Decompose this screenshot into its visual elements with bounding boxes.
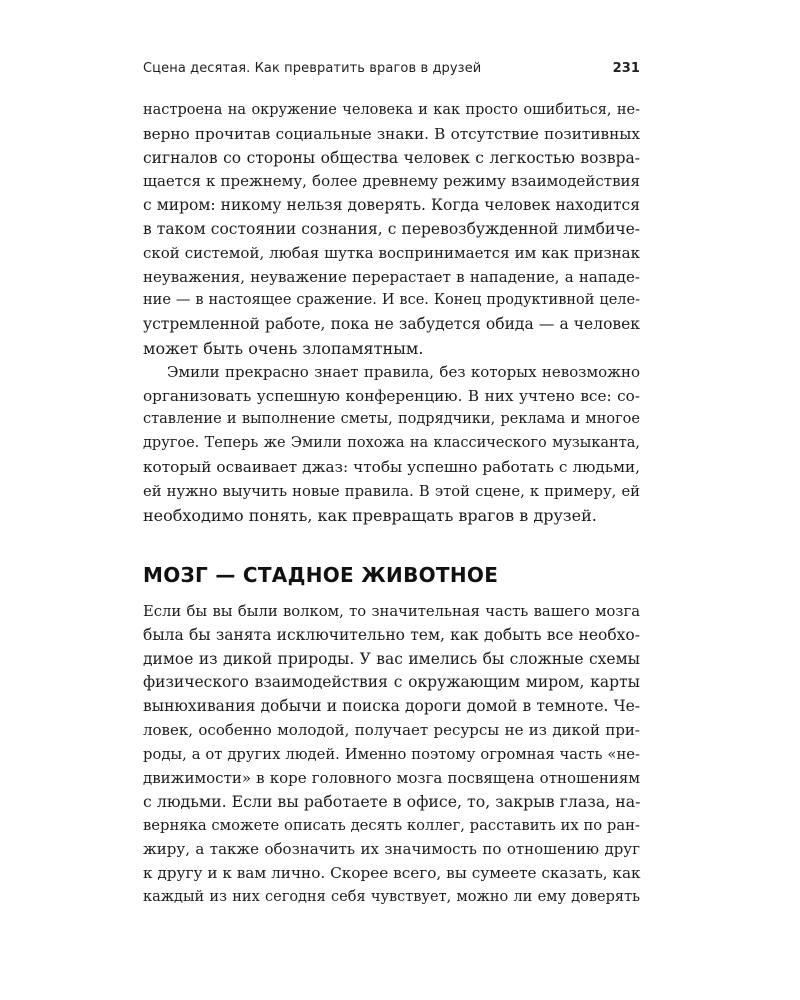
text-line: движимости» в коре головного мозга посвящена отношениям (143, 768, 640, 787)
text-line: каждый из них сегодня себя чувствует, можно ли ему доверять (143, 888, 640, 905)
paragraph-section (143, 600, 640, 909)
paragraph-continued (143, 99, 640, 361)
paragraph-emily (143, 361, 640, 528)
text-line: физического взаимодействия с окружающим миром, карты (143, 673, 640, 692)
text-line: щается к прежнему, более древнему режиму взаимодействия (143, 172, 640, 191)
text-line: ние — в настоящее сражение. И все. Конец продуктивной целе- (143, 292, 640, 309)
body-text-section (143, 600, 640, 909)
text-line: может быть очень злопамятным. (143, 338, 424, 358)
text-line: к другу и к вам лично. Скорее всего, вы сумеете сказать, как (143, 863, 641, 882)
text-line: жиру, а также обозначить их значимость по отношению друг (143, 839, 640, 858)
text-line: с людьми. Если вы работаете в офисе, то, закрыв глаза, на- (143, 792, 641, 812)
text-line: Если бы вы были волком, то значительная часть вашего мозга (143, 603, 640, 620)
text-line: организовать успешную конференцию. В них учтено все: со- (143, 386, 640, 405)
page-number: 231 (612, 61, 640, 76)
text-line: ставление и выполнение сметы, подрядчики, реклама и многое (143, 411, 640, 428)
text-line: верно прочитав социальные знаки. В отсутствие позитивных (143, 124, 640, 143)
text-line: с миром: никому нельзя доверять. Когда человек находится (143, 196, 640, 215)
text-line: который осваивает джаз: чтобы успешно работать с людьми, (143, 457, 640, 476)
text-line: была бы занята исключительно тем, как добыть все необхо- (143, 625, 640, 644)
text-line: роды, а от других людей. Именно поэтому огромная часть «не- (143, 745, 640, 763)
text-line: настроена на окружение человека и как просто ошибиться, не- (143, 102, 640, 118)
running-header (143, 59, 640, 81)
chapter-title: Сцена десятая. Как превратить врагов в друзей (143, 61, 482, 76)
text-line: неуважения, неуважение перерастает в нападение, а нападе- (143, 267, 640, 286)
text-line: другое. Теперь же Эмили похожа на классического музыканта, (143, 435, 640, 452)
text-line: димое из дикой природы. У вас имелись бы сложные схемы (143, 649, 640, 668)
body-text-top (143, 99, 640, 527)
text-line: сигналов со стороны общества человек с легкостью возвра- (143, 148, 640, 167)
text-line: вынюхивания добычи и поиска дороги домой в темноте. Че- (143, 697, 640, 716)
text-line: необходимо понять, как превращать врагов в друзей. (143, 505, 597, 525)
text-line: ской системой, любая шутка воспринимается им как признак (143, 243, 640, 262)
section-heading: МОЗГ — СТАДНОЕ ЖИВОТНОЕ (143, 563, 499, 587)
text-line: Эмили прекрасно знает правила, без которых невозможно (167, 362, 640, 381)
text-line: верняка сможете описать десять коллег, расставить их по ран- (143, 817, 640, 835)
text-line: в таком состоянии сознания, с перевозбужденной лимбиче- (143, 219, 640, 238)
text-line: устремленной работе, пока не забудется обида — а человек (143, 315, 640, 334)
text-line: ловек, особенно молодой, получает ресурсы не из дикой при- (143, 720, 640, 739)
text-line: ей нужно выучить новые правила. В этой сцене, к примеру, ей (143, 482, 640, 500)
